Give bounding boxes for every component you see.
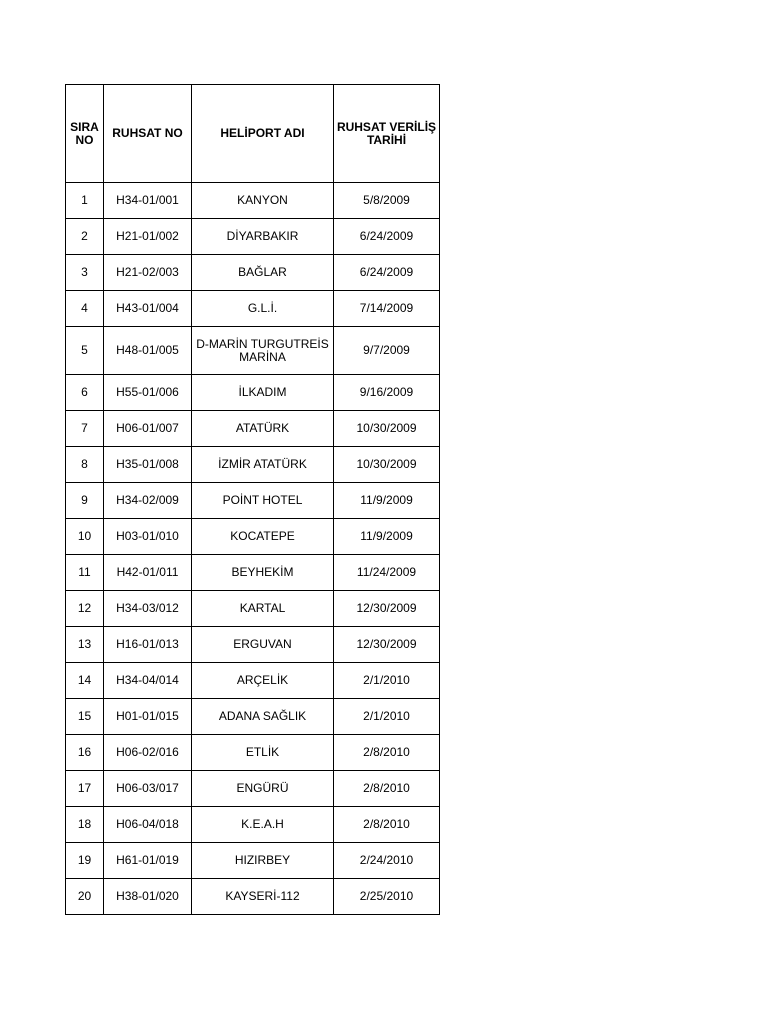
table-row xyxy=(66,519,440,555)
cell-ruhsat-no: H35-01/008 xyxy=(104,447,192,483)
cell-heliport-adi: KAYSERİ-112 xyxy=(192,879,334,915)
header-ruhsat-no: RUHSAT NO xyxy=(104,85,192,183)
cell-heliport-adi: BEYHEKİM xyxy=(192,555,334,591)
cell-ruhsat-no: H06-03/017 xyxy=(104,771,192,807)
table-row xyxy=(66,663,440,699)
cell-heliport-adi: KANYON xyxy=(192,183,334,219)
cell-ruhsat-no: H34-03/012 xyxy=(104,591,192,627)
cell-ruhsat-no: H16-01/013 xyxy=(104,627,192,663)
cell-heliport-adi: KARTAL xyxy=(192,591,334,627)
table-row xyxy=(66,291,440,327)
cell-heliport-adi: BAĞLAR xyxy=(192,255,334,291)
cell-ruhsat-no: H01-01/015 xyxy=(104,699,192,735)
cell-ruhsat-tarihi: 2/8/2010 xyxy=(334,807,440,843)
cell-ruhsat-no: H61-01/019 xyxy=(104,843,192,879)
table-row xyxy=(66,879,440,915)
cell-ruhsat-tarihi: 12/30/2009 xyxy=(334,591,440,627)
table-row xyxy=(66,555,440,591)
table-row xyxy=(66,627,440,663)
cell-sira-no: 16 xyxy=(66,735,104,771)
cell-sira-no: 15 xyxy=(66,699,104,735)
cell-sira-no: 1 xyxy=(66,183,104,219)
cell-ruhsat-no: H21-01/002 xyxy=(104,219,192,255)
cell-ruhsat-no: H48-01/005 xyxy=(104,327,192,375)
cell-sira-no: 3 xyxy=(66,255,104,291)
cell-ruhsat-tarihi: 2/8/2010 xyxy=(334,735,440,771)
cell-heliport-adi: ENGÜRÜ xyxy=(192,771,334,807)
cell-heliport-adi: HIZIRBEY xyxy=(192,843,334,879)
header-sira-no: SIRA NO xyxy=(66,85,104,183)
table-row xyxy=(66,447,440,483)
cell-sira-no: 4 xyxy=(66,291,104,327)
cell-ruhsat-tarihi: 11/9/2009 xyxy=(334,483,440,519)
cell-ruhsat-no: H06-01/007 xyxy=(104,411,192,447)
cell-heliport-adi: K.E.A.H xyxy=(192,807,334,843)
cell-ruhsat-no: H38-01/020 xyxy=(104,879,192,915)
table-row xyxy=(66,183,440,219)
cell-heliport-adi: ADANA SAĞLIK xyxy=(192,699,334,735)
cell-heliport-adi: İLKADIM xyxy=(192,375,334,411)
cell-ruhsat-tarihi: 12/30/2009 xyxy=(334,627,440,663)
cell-ruhsat-no: H21-02/003 xyxy=(104,255,192,291)
table-row xyxy=(66,411,440,447)
cell-ruhsat-tarihi: 2/1/2010 xyxy=(334,663,440,699)
table-header xyxy=(66,85,440,183)
cell-sira-no: 12 xyxy=(66,591,104,627)
cell-sira-no: 2 xyxy=(66,219,104,255)
cell-ruhsat-tarihi: 11/9/2009 xyxy=(334,519,440,555)
heliport-license-table xyxy=(65,84,440,915)
header-ruhsat-verilis-tarihi: RUHSAT VERİLİŞ TARİHİ xyxy=(334,85,440,183)
cell-ruhsat-tarihi: 6/24/2009 xyxy=(334,255,440,291)
cell-sira-no: 6 xyxy=(66,375,104,411)
cell-ruhsat-tarihi: 2/25/2010 xyxy=(334,879,440,915)
cell-ruhsat-no: H55-01/006 xyxy=(104,375,192,411)
table-row xyxy=(66,699,440,735)
cell-ruhsat-tarihi: 9/16/2009 xyxy=(334,375,440,411)
cell-heliport-adi: KOCATEPE xyxy=(192,519,334,555)
cell-sira-no: 5 xyxy=(66,327,104,375)
table-row xyxy=(66,807,440,843)
table-row xyxy=(66,735,440,771)
table-row xyxy=(66,375,440,411)
cell-ruhsat-tarihi: 2/24/2010 xyxy=(334,843,440,879)
cell-sira-no: 18 xyxy=(66,807,104,843)
cell-ruhsat-tarihi: 2/1/2010 xyxy=(334,699,440,735)
cell-ruhsat-no: H34-04/014 xyxy=(104,663,192,699)
cell-heliport-adi: POİNT HOTEL xyxy=(192,483,334,519)
table-row xyxy=(66,483,440,519)
cell-heliport-adi: ETLİK xyxy=(192,735,334,771)
cell-ruhsat-tarihi: 7/14/2009 xyxy=(334,291,440,327)
table-row xyxy=(66,327,440,375)
cell-ruhsat-no: H06-02/016 xyxy=(104,735,192,771)
table-body xyxy=(66,183,440,915)
cell-heliport-adi: D-MARİN TURGUTREİS MARİNA xyxy=(192,327,334,375)
cell-sira-no: 10 xyxy=(66,519,104,555)
cell-heliport-adi: ATATÜRK xyxy=(192,411,334,447)
cell-sira-no: 20 xyxy=(66,879,104,915)
cell-heliport-adi: ERGUVAN xyxy=(192,627,334,663)
cell-ruhsat-no: H42-01/011 xyxy=(104,555,192,591)
cell-ruhsat-tarihi: 10/30/2009 xyxy=(334,447,440,483)
cell-ruhsat-tarihi: 9/7/2009 xyxy=(334,327,440,375)
table-row xyxy=(66,591,440,627)
header-heliport-adi: HELİPORT ADI xyxy=(192,85,334,183)
cell-ruhsat-tarihi: 5/8/2009 xyxy=(334,183,440,219)
cell-ruhsat-no: H06-04/018 xyxy=(104,807,192,843)
cell-heliport-adi: DİYARBAKIR xyxy=(192,219,334,255)
cell-sira-no: 7 xyxy=(66,411,104,447)
cell-ruhsat-tarihi: 6/24/2009 xyxy=(334,219,440,255)
cell-ruhsat-no: H43-01/004 xyxy=(104,291,192,327)
table-row xyxy=(66,255,440,291)
cell-ruhsat-no: H34-01/001 xyxy=(104,183,192,219)
cell-heliport-adi: G.L.İ. xyxy=(192,291,334,327)
cell-sira-no: 13 xyxy=(66,627,104,663)
cell-sira-no: 11 xyxy=(66,555,104,591)
table-row xyxy=(66,219,440,255)
cell-ruhsat-no: H34-02/009 xyxy=(104,483,192,519)
cell-ruhsat-tarihi: 10/30/2009 xyxy=(334,411,440,447)
cell-sira-no: 9 xyxy=(66,483,104,519)
header-row xyxy=(66,85,440,183)
cell-heliport-adi: İZMİR ATATÜRK xyxy=(192,447,334,483)
table-row xyxy=(66,843,440,879)
cell-heliport-adi: ARÇELİK xyxy=(192,663,334,699)
cell-ruhsat-no: H03-01/010 xyxy=(104,519,192,555)
table-row xyxy=(66,771,440,807)
cell-ruhsat-tarihi: 11/24/2009 xyxy=(334,555,440,591)
cell-sira-no: 14 xyxy=(66,663,104,699)
cell-sira-no: 8 xyxy=(66,447,104,483)
cell-sira-no: 19 xyxy=(66,843,104,879)
cell-sira-no: 17 xyxy=(66,771,104,807)
cell-ruhsat-tarihi: 2/8/2010 xyxy=(334,771,440,807)
